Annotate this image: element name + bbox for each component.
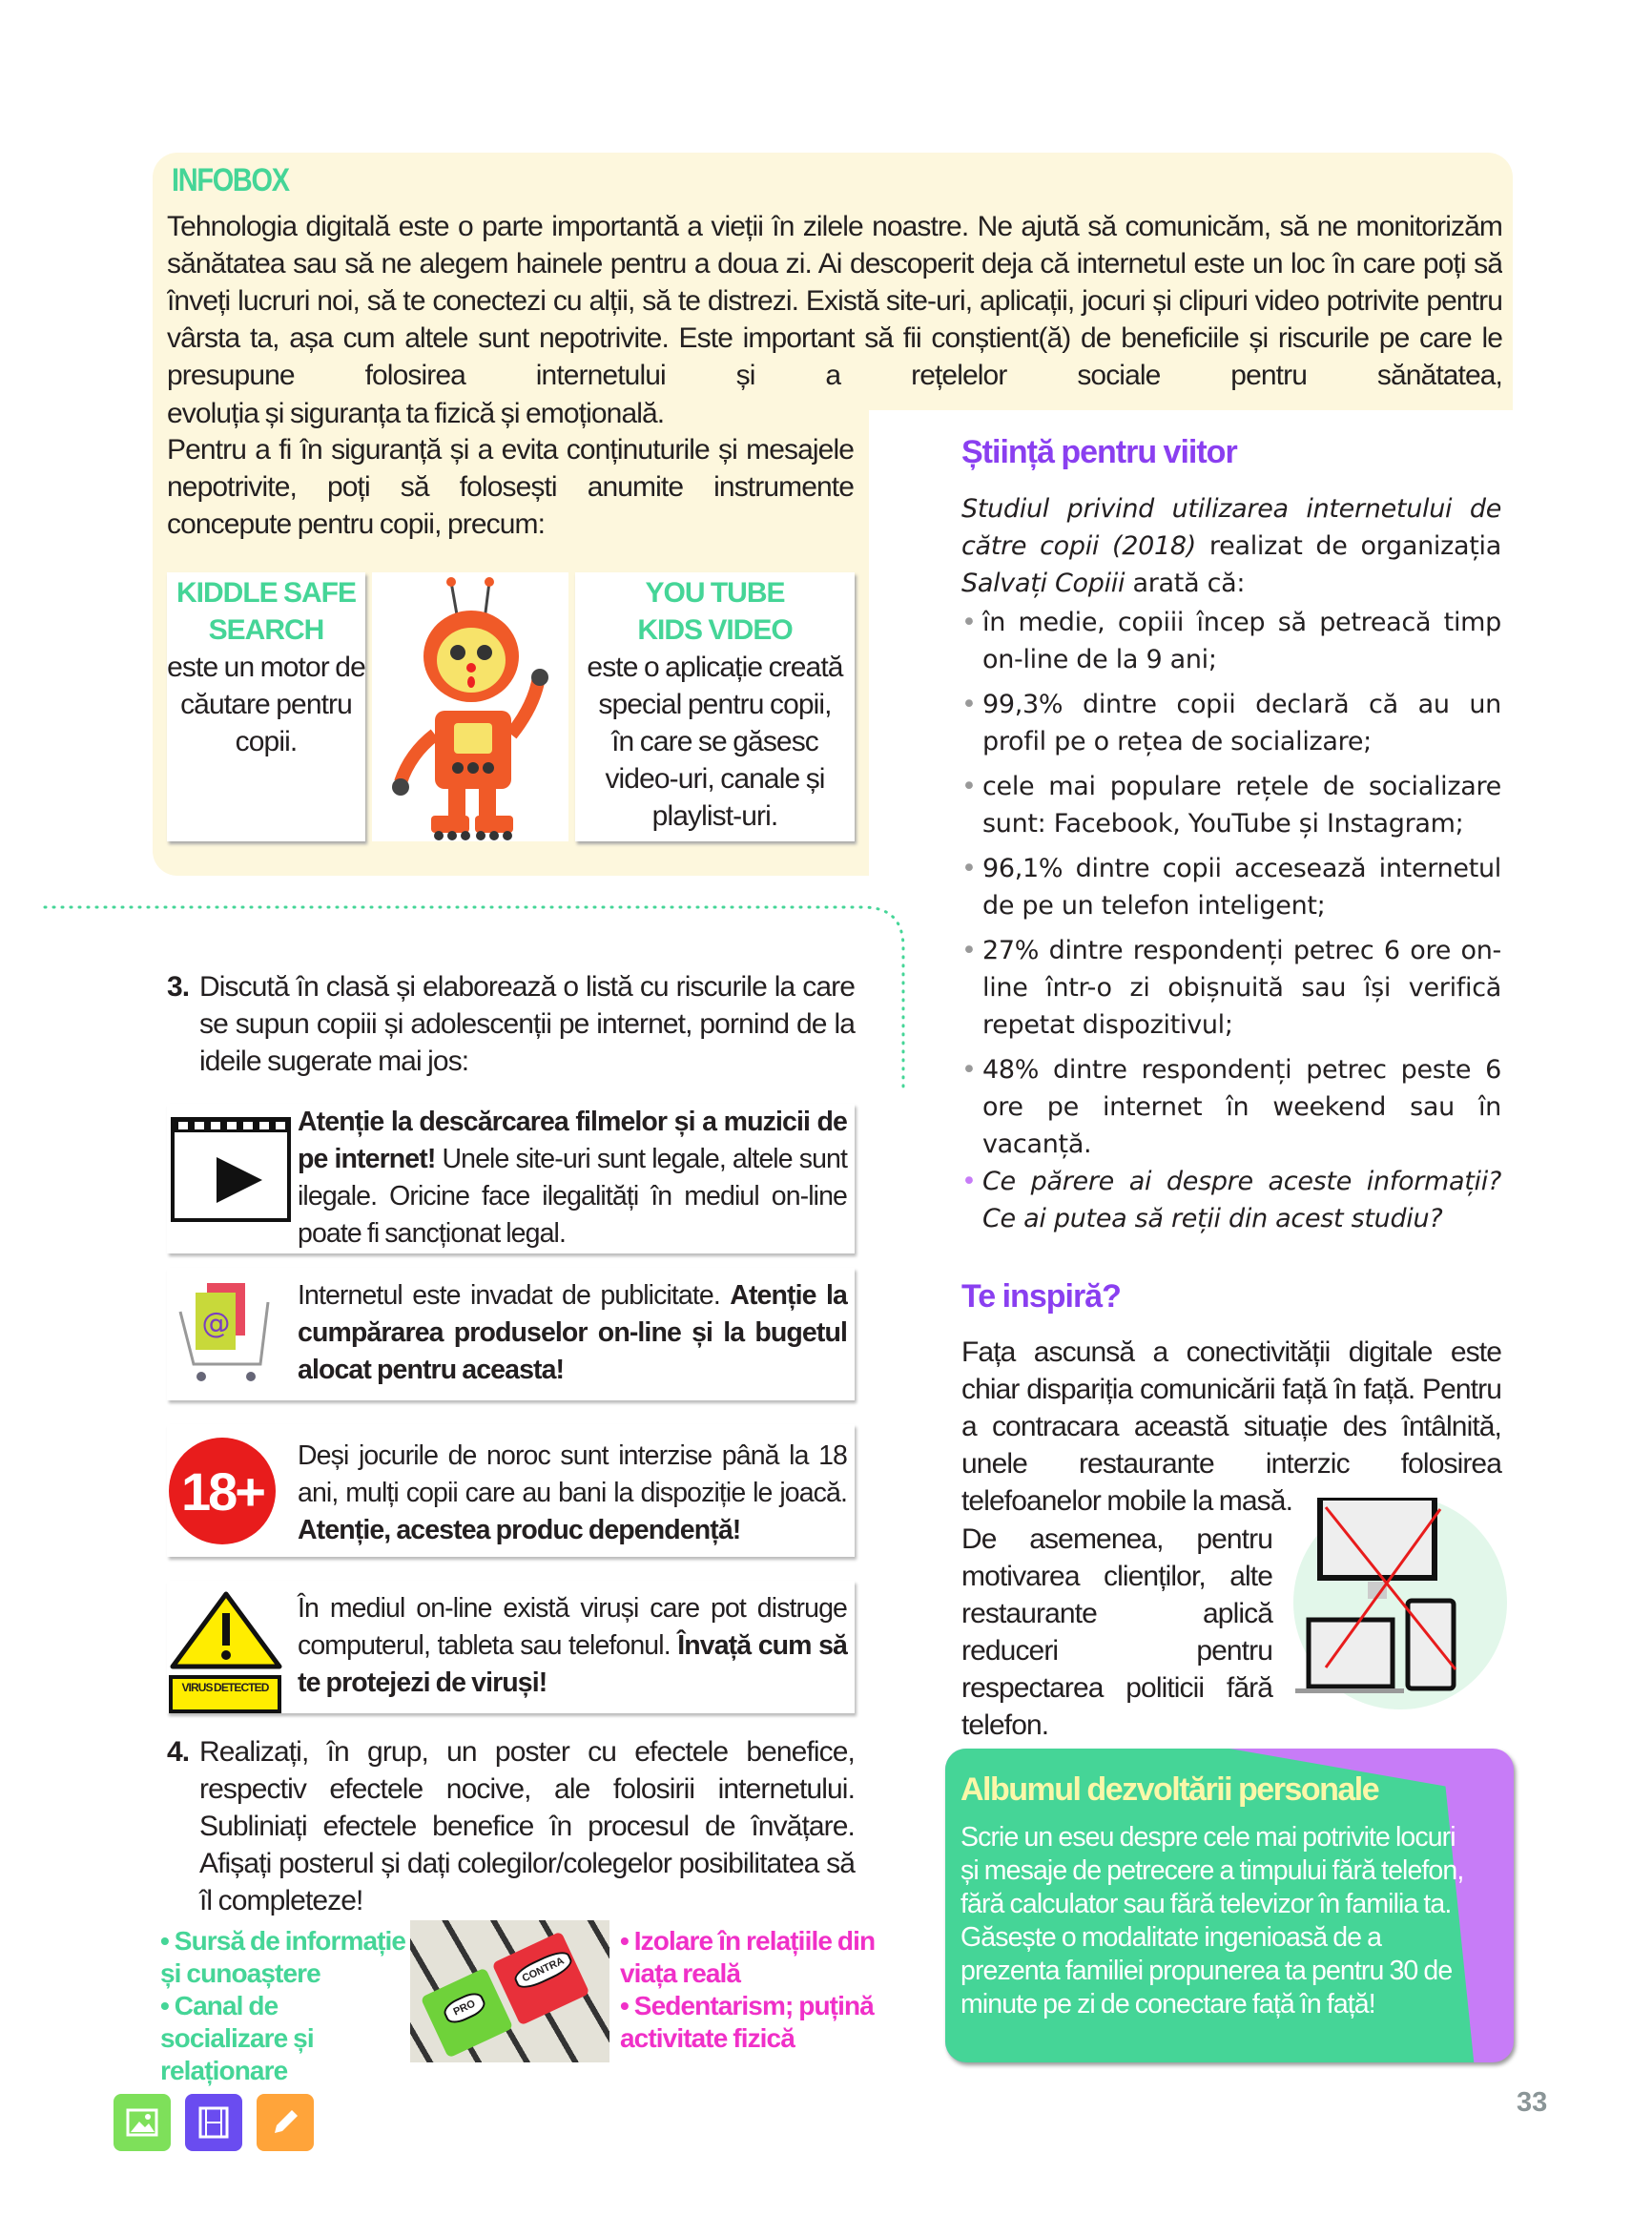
album-text: Scrie un eseu despre cele mai potrivite locuri și mesaje de petrecere a timpului fără telefon, fără calculator sau fără televizor în familia ta. Găsește o modalitate ingenioasă de a prezenta familiei propunerea ta pentru 30 de minute pe zi de conectare față în față! — [960, 1822, 1464, 2019]
science-title: Știință pentru viitor — [961, 434, 1237, 470]
list-item: • 27% dintre respondenți petrec 6 ore on-line într-o zi obișnuită sau își verifică repetat dispozitivul; — [961, 932, 1501, 1044]
page-number: 33 — [1517, 2087, 1548, 2118]
no-devices-illustration — [1269, 1498, 1517, 1712]
list-item: • 99,3% dintre copii declară că au un profil pe o rețea de socializare; — [961, 686, 1501, 760]
risk-card-virus — [167, 1581, 855, 1713]
risks-list — [620, 1925, 878, 2055]
inspire-title: Te inspiră? — [961, 1278, 1121, 1315]
risk-normal: În mediul on-line există viruși care pot distruge computerul, tableta sau telefonul. — [298, 1593, 847, 1661]
shopping-cart-icon — [175, 1274, 279, 1388]
risk-text — [298, 1438, 847, 1549]
pro-label: PRO — [441, 1989, 488, 2027]
film-icon[interactable] — [185, 2094, 242, 2151]
risk-normal: Internetul este invadat de publicitate. — [298, 1280, 731, 1311]
video-play-icon — [171, 1117, 291, 1222]
infobox-title: INFOBOX — [172, 162, 289, 198]
infobox-paragraph: Tehnologia digitală este o parte importantă a vieții în zilele noastre. Ne ajută să comunicăm, să ne monitorizăm sănătatea sau să ne alegem hainele pentru a doua zi. Ai descoperit deja că internetul este un loc în care poți să înveți lucruri noi, să te conectezi cu alții, să te distrezi. Există site-uri, aplicații, jocuri și clipuri video potrivite pentru vârsta ta, așa cum altele sunt nepotrivite. Este important să fii conștient(ă) de beneficiile și riscurile pe care le presupune folosirea internetului și a rețelelor sociale pentru sănătatea, — [167, 211, 1502, 391]
exercise-3 — [167, 968, 855, 1080]
exercise-3-number: 3. — [167, 971, 190, 1003]
inspire-text-top: Fața ascunsă a conectivității digitale este chiar dispariția comunicării față în față. Pentru a contracara această situație des întâlnită, unele restaurante interzic folosirea telefoanelor mobile la masă. — [961, 1336, 1501, 1517]
benefit-text: Canal de socializare și relaționare — [160, 1991, 314, 2085]
risk-item: • Izolare în relațiile din viața reală — [620, 1926, 876, 1988]
science-bullets — [961, 604, 1501, 1237]
risk-bold: Atenție la cumpărarea produselor on-line și la bugetul alocat pentru aceasta! — [298, 1280, 847, 1385]
image-icon[interactable] — [114, 2094, 171, 2151]
study-name: Studiul privind utilizarea internetului de către copii (2018) — [961, 494, 1501, 561]
youtube-kids-title: YOU TUBE KIDS VIDEO — [637, 577, 793, 646]
infobox-paragraph-2: Pentru a fi în siguranță și a evita conținuturile și mesajele nepotrivite, poți să folosești anumite instrumente concepute pentru copii, precum: — [167, 434, 854, 540]
benefit-text: Sursă de informație și cunoaștere — [160, 1926, 406, 1988]
contra-label: CONTRA — [511, 1947, 575, 1993]
intro-text: realizat de organizația — [1196, 531, 1501, 561]
infobox-paragraph-end: evoluția și siguranța ta fizică și emoțională. — [167, 398, 665, 429]
robot-illustration — [372, 572, 568, 841]
risk-text — [298, 1277, 847, 1389]
risk-normal: Deși jocurile de noroc sunt interzise până la 18 ani, mulți copii care au bani la dispoziție le joacă. — [298, 1440, 847, 1508]
pro-contra-keyboard-image — [410, 1920, 609, 2062]
age-18-plus-icon: 18+ — [169, 1438, 276, 1544]
benefit-item: • Canal de socializare și relaționare — [160, 1991, 314, 2085]
kiddle-text: este un motor de căutare pentru copii. — [167, 652, 365, 757]
kiddle-card — [167, 572, 365, 841]
exercise-4-number: 4. — [167, 1736, 190, 1768]
svg-text:@: @ — [201, 1307, 230, 1340]
risk-item-text: Izolare în relațiile din viața reală — [620, 1926, 876, 1988]
exercise-3-text: Discută în clasă și elaborează o listă cu riscurile la care se supun copiii și adolescenții pe internet, pornind de la ideile sugerate mai jos: — [199, 971, 855, 1077]
risk-card-gambling — [167, 1424, 855, 1557]
virus-warning-icon — [169, 1590, 283, 1710]
risk-card-downloads — [167, 1104, 855, 1253]
virus-label: VIRUS DETECTED — [169, 1675, 281, 1713]
benefit-item: • Sursă de informație și cunoaștere — [160, 1926, 406, 1988]
list-item: • cele mai populare rețele de socializare sunt: Facebook, YouTube și Instagram; — [961, 768, 1501, 842]
pencil-icon[interactable] — [257, 2094, 314, 2151]
science-section — [961, 490, 1501, 1237]
intro-end: arată că: — [1125, 569, 1246, 598]
list-item: • 48% dintre respondenți petrec peste 6 ore pe internet în weekend sau în vacanță. — [961, 1051, 1501, 1163]
organization-name: Salvați Copiii — [961, 569, 1125, 598]
list-item: • 96,1% dintre copii accesează internetul de pe un telefon inteligent; — [961, 850, 1501, 924]
list-item: • în medie, copiii încep să petreacă timp on-line de la 9 ani; — [961, 604, 1501, 678]
risk-card-shopping — [167, 1268, 855, 1400]
risk-bold: Învață cum să te protejezi de viruși! — [298, 1630, 847, 1698]
album-box — [945, 1749, 1514, 2062]
risk-normal: Unele site-uri sunt legale, altele sunt ilegale. Oricine face ilegalități în mediul on-line poate fi sancționat legal. — [298, 1144, 847, 1249]
risk-text — [298, 1590, 847, 1702]
risk-bold: Atenție la descărcarea filmelor și a muzicii de pe internet! — [298, 1107, 847, 1174]
exercise-4-text: Realizați, în grup, un poster cu efectele benefice, respectiv efectele nocive, ale folosirii internetului. Subliniați efectele benefice în procesul de învățare. Afișați posterul și dați colegilor/colegelor posibilitatea să îl completeze! — [199, 1736, 855, 1916]
youtube-kids-text: este o aplicație creată special pentru copii, în care se găsesc video-uri, canale și playlist-uri. — [587, 652, 843, 832]
exercise-4 — [167, 1733, 855, 1919]
youtube-kids-card — [575, 572, 855, 841]
benefits-list — [160, 1925, 410, 2087]
science-intro — [961, 490, 1501, 602]
risk-bold: Atenție, acestea produc dependență! — [298, 1515, 741, 1545]
inspire-text-bottom: De asemenea, pentru motivarea clienților, alte restaurante aplică reduceri pentru respectarea politicii fără telefon. — [961, 1523, 1272, 1741]
kiddle-title: KIDDLE SAFE SEARCH — [176, 577, 356, 646]
risk-item-text: Sedentarism; puțină activitate fizică — [620, 1991, 874, 2053]
risk-text — [298, 1104, 847, 1253]
risk-item: • Sedentarism; puțină activitate fizică — [620, 1991, 874, 2053]
album-title: Albumul dezvoltării personale — [960, 1771, 1379, 1808]
science-question: • Ce părere ai despre aceste informații? Ce ai putea să reții din acest studiu? — [961, 1163, 1501, 1237]
